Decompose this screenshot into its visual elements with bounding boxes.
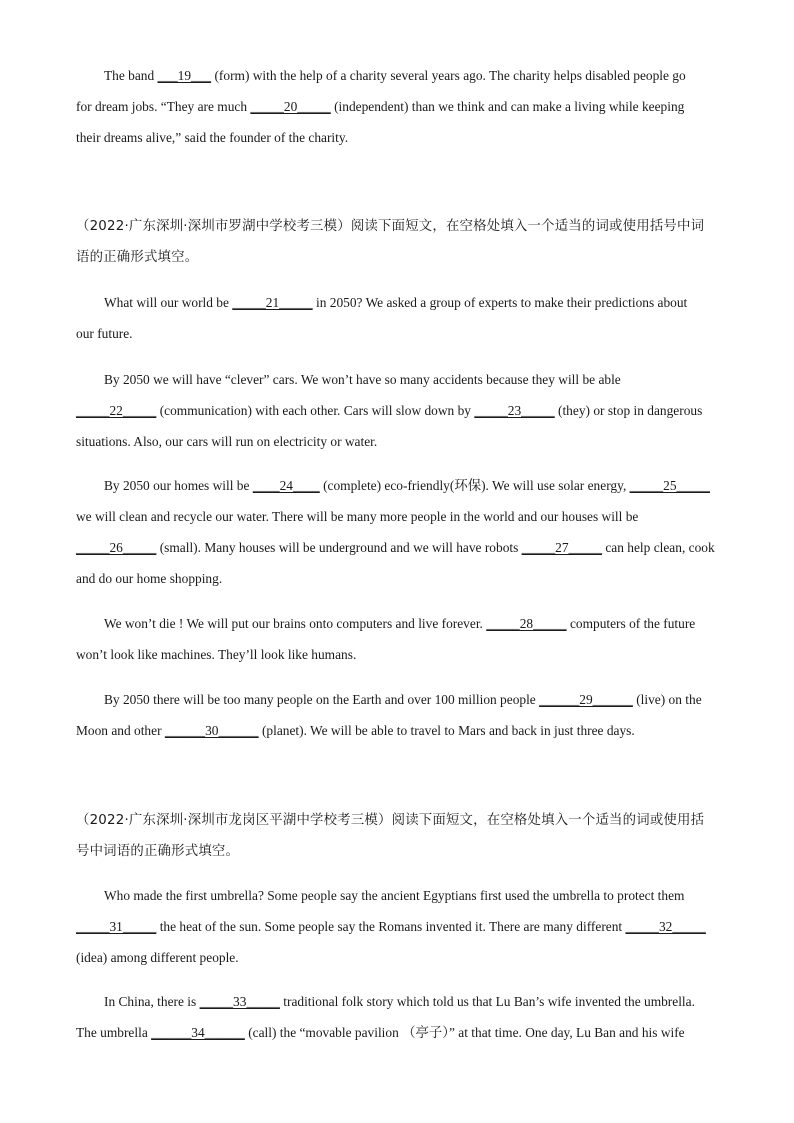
passage-2-paragraph-3: By 2050 our homes will be ____24____ (complete) eco-friendly(环保). We will use solar energy, _____25_____ we will clean and recycle our water. There will be many more people in the world and our houses will be _____26_____ (small). Many houses will be underground and we will have robots _____27_____ can help clean, cook and do our home shopping. xyxy=(76,478,715,586)
blank-30: ______30______ xyxy=(164,723,259,738)
passage-1 xyxy=(76,60,716,153)
blank-24: ____24____ xyxy=(252,478,320,493)
passage-2-paragraph-5: By 2050 there will be too many people on the Earth and over 100 million people ______29______ (live) on the Moon and other ______30______ (planet). We will be able to travel to Mars and back in just three days. xyxy=(76,692,702,738)
blank-29: ______29______ xyxy=(539,692,633,707)
blank-22: _____22_____ xyxy=(76,403,157,418)
passage-2-paragraph-2: By 2050 we will have “clever” cars. We won’t have so many accidents because they will be able _____22_____ (communication) with each other. Cars will slow down by _____23_____ (they) or stop in dangerous situations. Also, our cars will run on electricity or water. xyxy=(76,372,703,449)
header-line: 语的正确形式填空。 xyxy=(76,250,199,265)
header-line: （2022·广东深圳·深圳市罗湖中学校考三模）阅读下面短文，在空格处填入一个适当的词或使用括号中词 xyxy=(76,219,705,234)
blank-19: ___19___ xyxy=(157,68,212,83)
question-header-2 xyxy=(76,211,726,273)
text-line: their dreams alive,” said the founder of the charity. xyxy=(76,130,349,145)
blank-33: _____33_____ xyxy=(199,994,280,1009)
blank-34: ______34______ xyxy=(151,1025,245,1040)
text-line: for dream jobs. “They are much _____20_____ (independent) than we think and can make a living while keeping xyxy=(76,99,685,114)
question-header-3 xyxy=(76,805,726,867)
blank-28: _____28_____ xyxy=(486,616,567,631)
passage-3-paragraph-2: In China, there is _____33_____ traditional folk story which told us that Lu Ban’s wife invented the umbrella. The umbrella ______34______ (call) the “movable pavilion （亭子）” at that time. One day, Lu Ban and his wife xyxy=(76,994,695,1040)
blank-21: _____21_____ xyxy=(232,295,313,310)
text-line: The band ___19___ (form) with the help of a charity several years ago. The charity helps disabled people go xyxy=(104,68,686,83)
blank-31: _____31_____ xyxy=(76,919,157,934)
blank-32: _____32_____ xyxy=(625,919,706,934)
passage-2-paragraph-1: What will our world be _____21_____ in 2050? We asked a group of experts to make their predictions about our future. xyxy=(76,295,688,341)
blank-20: _____20_____ xyxy=(250,99,331,114)
blank-25: _____25_____ xyxy=(629,478,710,493)
passage-2-paragraph-4: We won’t die ! We will put our brains onto computers and live forever. _____28_____ computers of the future won’t look like machines. They’ll look like humans. xyxy=(76,616,696,662)
blank-27: _____27_____ xyxy=(521,540,603,555)
header-line: （2022·广东深圳·深圳市龙岗区平湖中学校考三模）阅读下面短文，在空格处填入一个适当的词或使用括 xyxy=(76,813,705,828)
passage-3-paragraph-1: Who made the first umbrella? Some people say the ancient Egyptians first used the umbrella to protect them _____31_____ the heat of the sun. Some people say the Romans invented it. There are many different _____32_____ (idea) among different people. xyxy=(76,888,706,965)
blank-23: _____23_____ xyxy=(474,403,555,418)
blank-26: _____26_____ xyxy=(76,540,157,555)
header-line: 号中词语的正确形式填空。 xyxy=(76,844,240,859)
